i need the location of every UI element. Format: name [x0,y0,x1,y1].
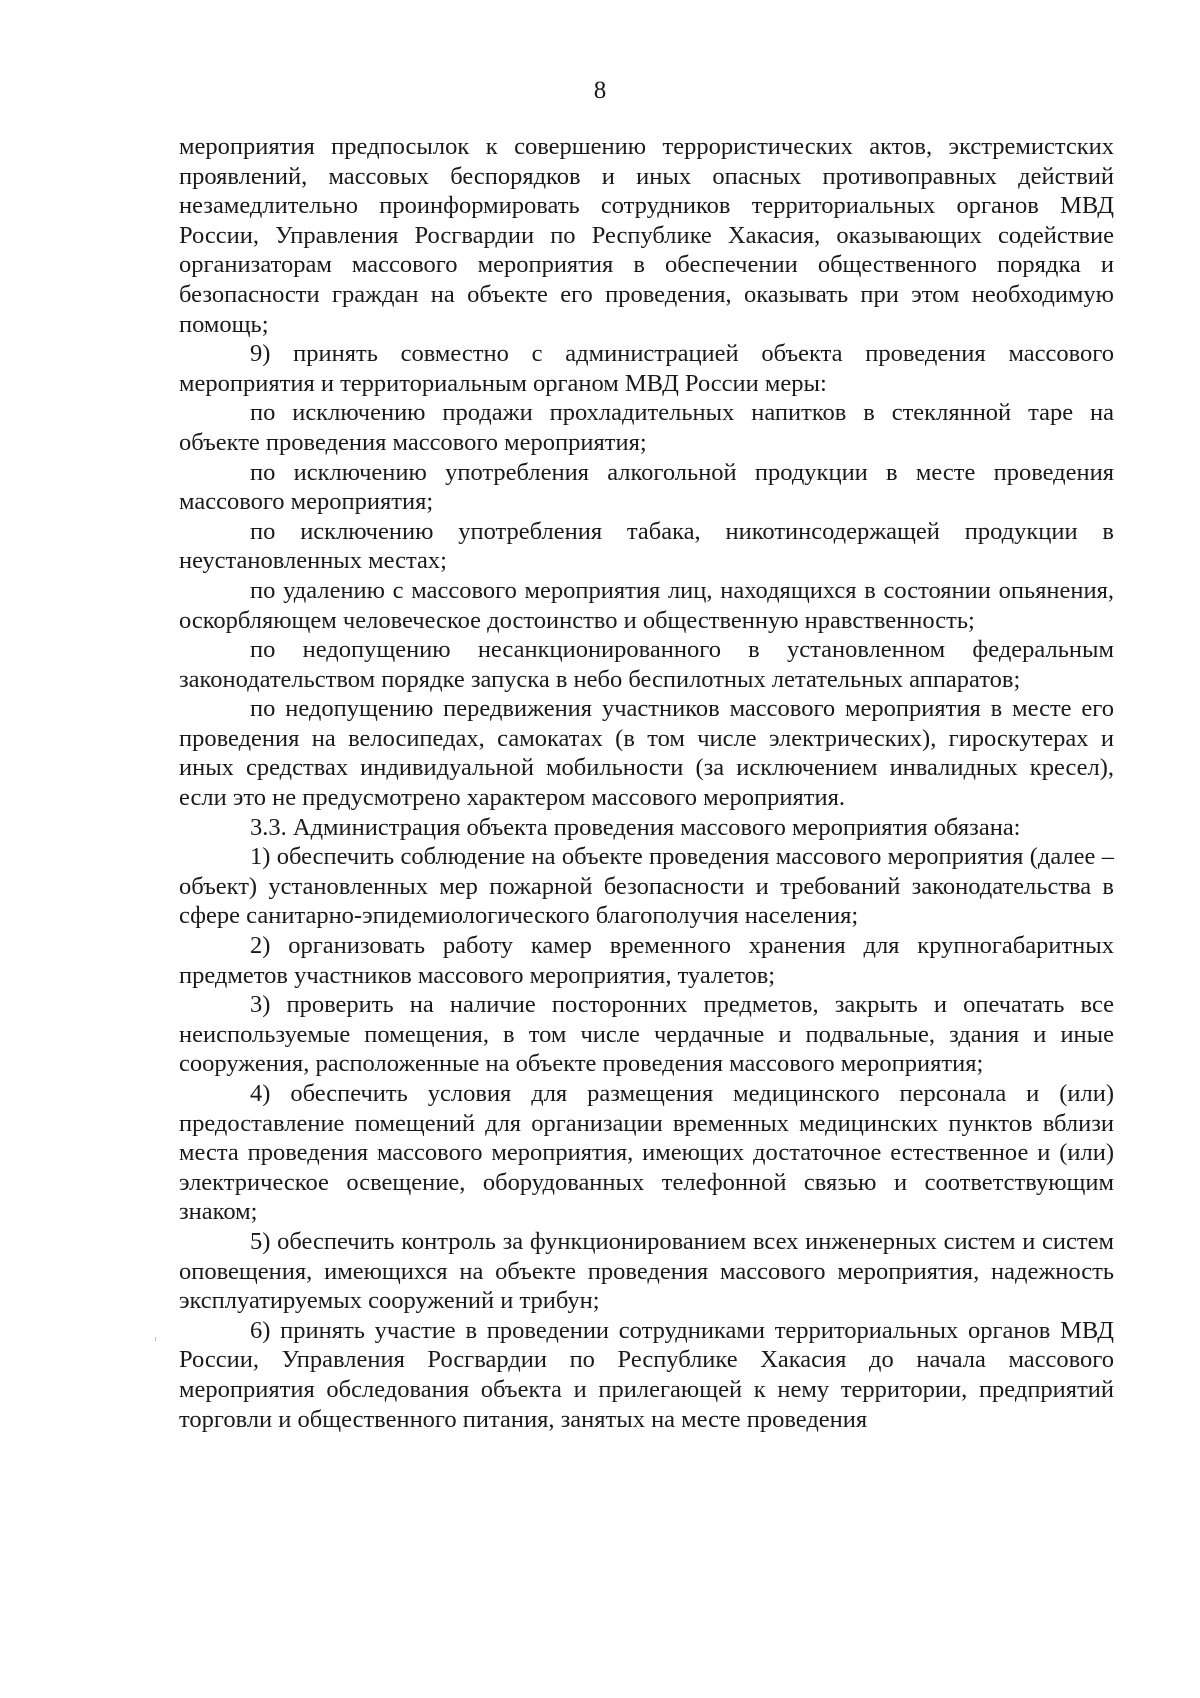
paragraph-section-3-3: 3.3. Администрация объекта проведения массового мероприятия обязана: [250,813,1021,841]
paragraph-item-2: 2) организовать работу камер временного хранения для крупногабаритных предметов участников массового мероприятия, туалетов; [179,932,1114,989]
paragraph-measure-glass: по исключению продажи прохладительных напитков в стеклянной таре на объекте проведения массового мероприятия; [179,399,1114,456]
paragraph-item-4: 4) обеспечить условия для размещения медицинского персонала и (или) предоставление помещений для организации временных медицинских пунктов вблизи места проведения массового мероприятия, имеющих достаточное естественное и (или) электрическое освещение, оборудованных телефонной связью и соответствующим знаком; [179,1080,1114,1226]
paragraph-item-1: 1) обеспечить соблюдение на объекте проведения массового мероприятия (далее – объект) установленных мер пожарной безопасности и требований законодательства в сфере санитарно-эпидемиологического благополучия населения; [179,843,1114,930]
document-body [179,132,1114,1434]
paragraph-item-6: 6) принять участие в проведении сотрудниками территориальных органов МВД России, Управления Росгвардии по Республике Хакасия до начала массового мероприятия обследования объекта и прилегающей к нему территории, предприятий торговли и общественного питания, занятых на месте проведения [179,1316,1114,1433]
paragraph-item-5: 5) обеспечить контроль за функционированием всех инженерных систем и систем оповещения, имеющихся на объекте проведения массового мероприятия, надежность эксплуатируемых сооружений и трибун; [179,1227,1114,1315]
paragraph-measure-mobility: по недопущению передвижения участников массового мероприятия в месте его проведения на велосипедах, самокатах (в том числе электрических), гироскутерах и иных средствах индивидуальной мобильности (за исключением инвалидных кресел), если это не предусмотрено характером массового мероприятия. [179,695,1114,812]
paragraph-item-9: 9) принять совместно с администрацией объекта проведения массового мероприятия и территориальным органом МВД России меры: [179,340,1114,397]
paragraph-continuation: мероприятия предпосылок к совершению террористических актов, экстремистских проявлений, массовых беспорядков и иных опасных противоправных действий незамедлительно проинформировать сотрудников территориальных органов МВД России, Управления Росгвардии по Республике Хакасия, оказывающих содействие организаторам массового мероприятия в обеспечении общественного порядка и безопасности граждан на объекте его проведения, оказывать при этом необходимую помощь; [179,133,1114,338]
margin-speck [155,1337,156,1341]
paragraph-item-3: 3) проверить на наличие посторонних предметов, закрыть и опечатать все неиспользуемые помещения, в том числе чердачные и подвальные, здания и иные сооружения, расположенные на объекте проведения массового мероприятия; [179,991,1114,1078]
paragraph-measure-alcohol: по исключению употребления алкогольной продукции в месте проведения массового мероприятия; [179,458,1114,516]
page-number: 8 [593,77,607,104]
paragraph-measure-removal: по удалению с массового мероприятия лиц, находящихся в состоянии опьянения, оскорбляющем человеческое достоинство и общественную нравственность; [179,576,1114,634]
paragraph-measure-drones: по недопущению несанкционированного в установленном федеральным законодательством порядке запуска в небо беспилотных летательных аппаратов; [179,636,1114,693]
paragraph-measure-tobacco: по исключению употребления табака, никотинсодержащей продукции в неустановленных местах; [179,517,1114,575]
